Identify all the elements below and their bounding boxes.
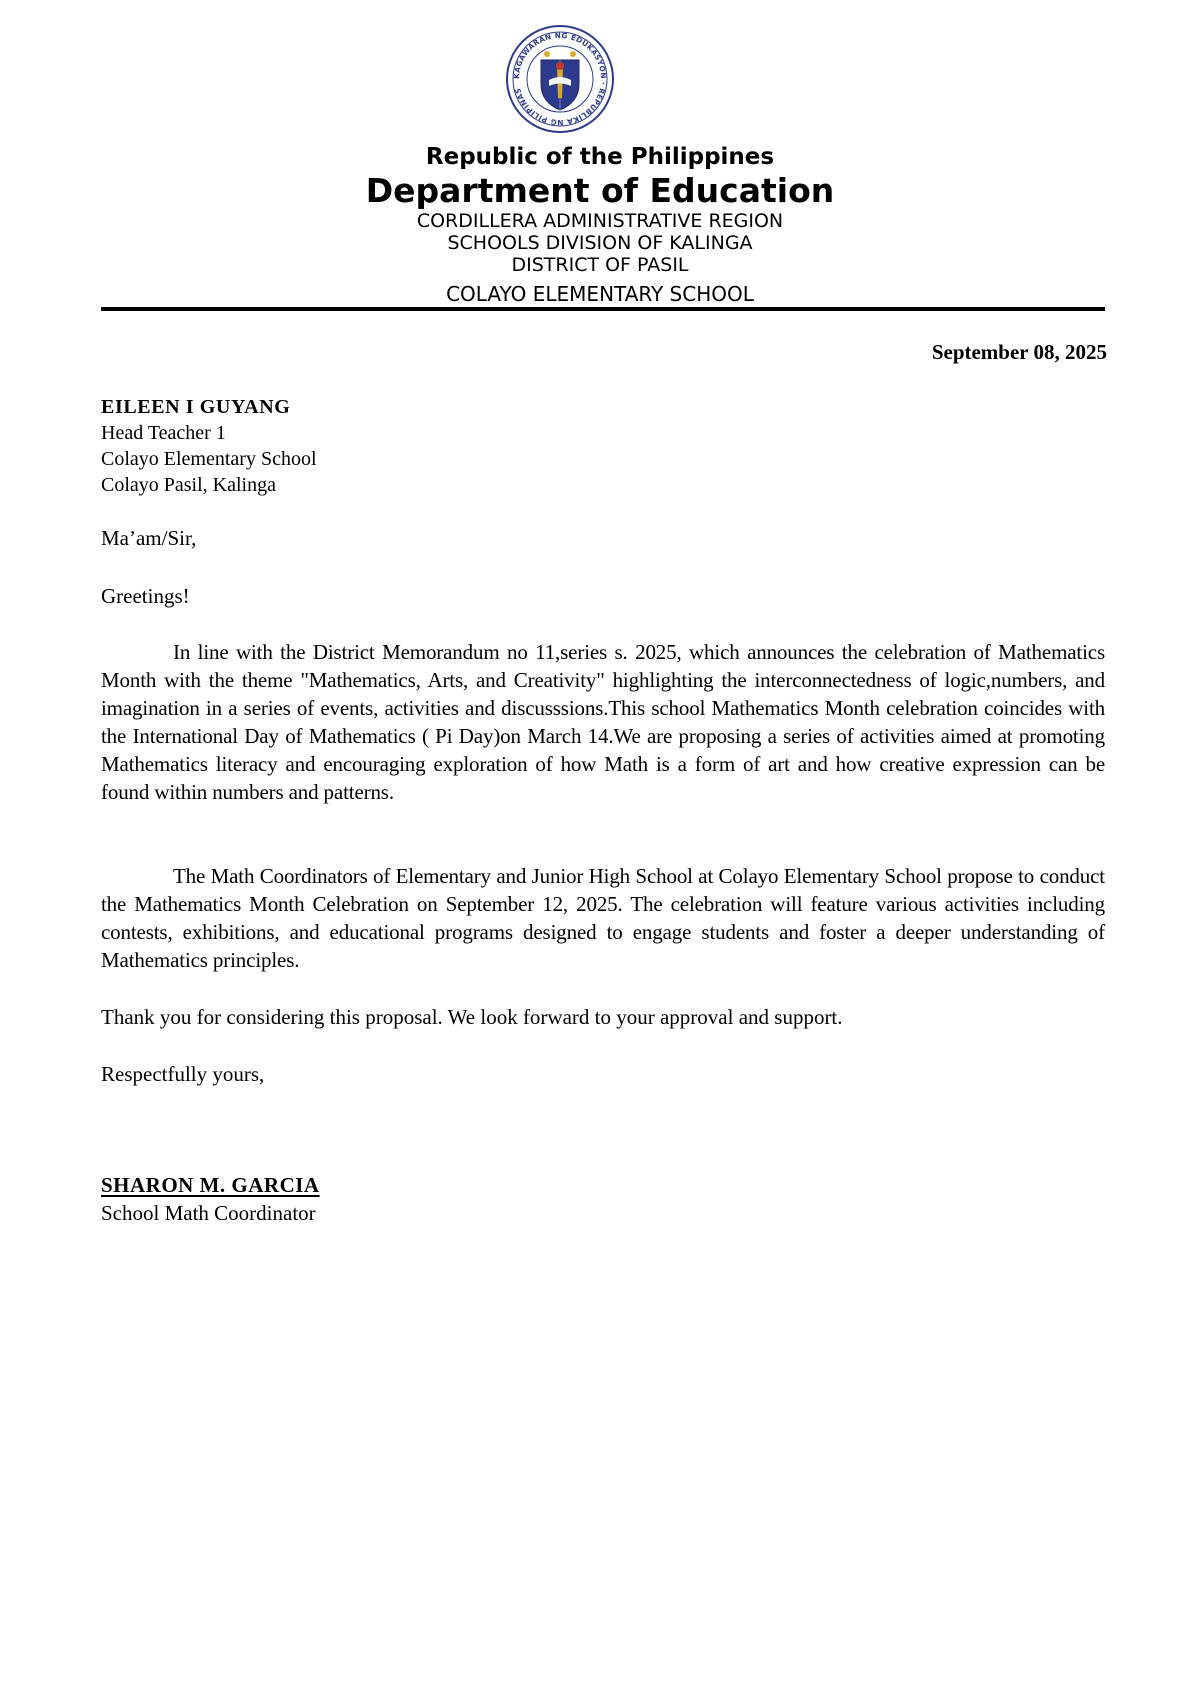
district-heading: DISTRICT OF PASIL [511,254,689,276]
school-heading: COLAYO ELEMENTARY SCHOOL [446,282,754,306]
republic-heading: Republic of the Philippines [425,144,775,170]
svg-text:KAGAWARAN NG EDUKASYON · REPUB: KAGAWARAN NG EDUKASYON · REPUBLIKA NG PILIPINAS [511,30,609,128]
region-heading: CORDILLERA ADMINISTRATIVE REGION [416,210,784,232]
recipient-title: Head Teacher 1 [101,422,226,444]
body-paragraph-1: In line with the District Memorandum no 11,series s. 2025, which announces the celebration of Mathematics Month with the theme "Mathematics, Arts, and Creativity" highlighting the interconnectedness of logic,numbers, and imagination in a series of events, activities and discusssions.This school Mathematics Month celebration coincides with the International Day of Mathematics ( Pi Day)on March 14.We are proposing a series of activities aimed at promoting Mathematics literacy and encouraging exploration of how Math is a form of art and how creative expression can be found within numbers and patterns. [101,640,1105,804]
recipient-name: EILEEN I GUYANG [101,396,291,418]
department-heading: Department of Education [365,171,835,210]
recipient-address: Colayo Pasil, Kalinga [101,474,276,496]
signer-title: School Math Coordinator [101,1201,316,1225]
letter-date: September 08, 2025 [931,340,1107,364]
salutation: Ma’am/Sir, [101,526,197,550]
letterhead-divider [101,307,1105,311]
signer-name: SHARON M. GARCIA [101,1173,320,1197]
recipient-block [101,394,317,498]
body-paragraph-2: The Math Coordinators of Elementary and Junior High School at Colayo Elementary School propose to conduct the Mathematics Month Celebration on September 12, 2025. The celebration will feature various activities including contests, exhibitions, and educational programs designed to engage students and foster a deeper understanding of Mathematics principles. [101,864,1105,972]
closing-line: Respectfully yours, [101,1062,265,1086]
recipient-school: Colayo Elementary School [101,448,317,470]
thanks-line: Thank you for considering this proposal. We look forward to your approval and support. [101,1005,843,1029]
division-heading: SCHOOLS DIVISION OF KALINGA [447,232,753,254]
deped-seal-icon [505,24,615,134]
greeting: Greetings! [101,584,190,608]
